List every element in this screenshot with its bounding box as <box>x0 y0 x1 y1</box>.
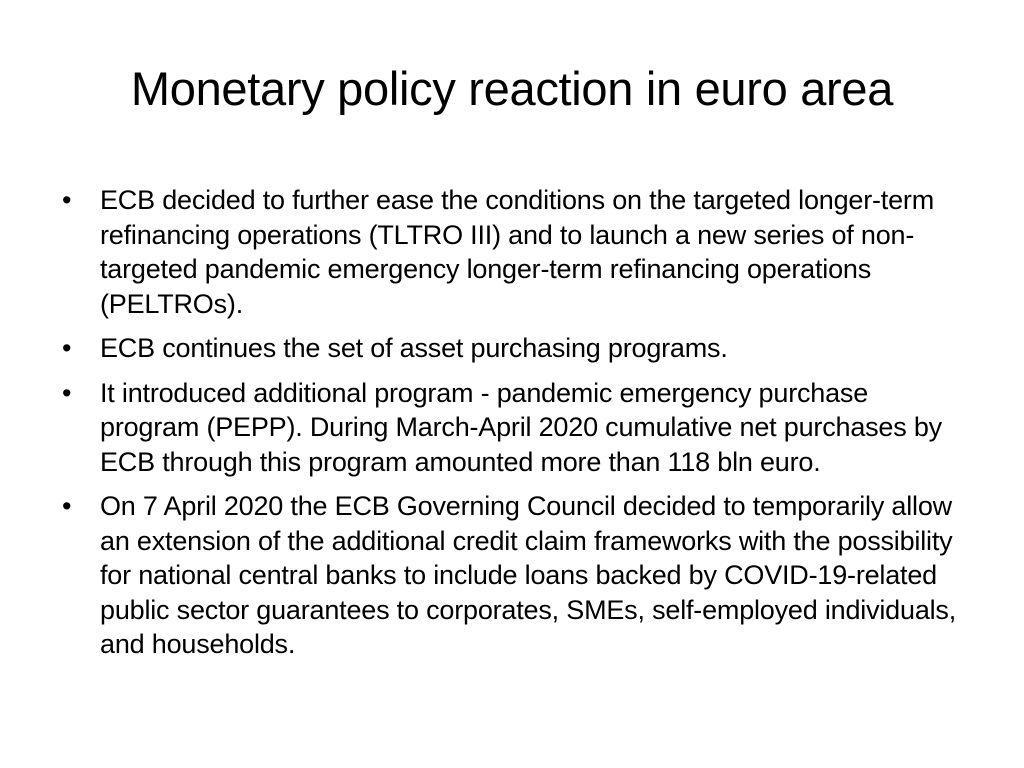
bullet-item <box>60 489 960 662</box>
bullet-text: It introduced additional program - pandemic emergency purchase program (PEPP). During March-April 2020 cumulative net purchases by ECB through this program amounted more than 118 bln euro. <box>100 377 942 477</box>
bullet-item <box>60 376 960 480</box>
bullet-item <box>60 183 960 321</box>
bullet-text: On 7 April 2020 the ECB Governing Council decided to temporarily allow an extension of the additional credit claim frameworks with the possibility for national central banks to include loans backed by COVID-19-related public sector guarantees to corporates, SMEs, self-employed individuals, and households. <box>100 491 957 659</box>
bullet-text: ECB decided to further ease the conditions on the targeted longer-term refinancing operations (TLTRO III) and to launch a new series of non-targeted pandemic emergency longer-term refinancing operations (PELTROs). <box>100 185 935 319</box>
slide-title: Monetary policy reaction in euro area <box>130 62 894 115</box>
bullet-dot-icon: • <box>62 377 72 408</box>
bullet-text: ECB continues the set of asset purchasing programs. <box>100 333 728 363</box>
bullet-dot-icon: • <box>62 185 72 215</box>
bullet-dot-icon: • <box>62 333 72 363</box>
bullet-item <box>60 331 960 366</box>
bullet-list <box>60 183 960 672</box>
bullet-dot-icon: • <box>62 491 72 521</box>
